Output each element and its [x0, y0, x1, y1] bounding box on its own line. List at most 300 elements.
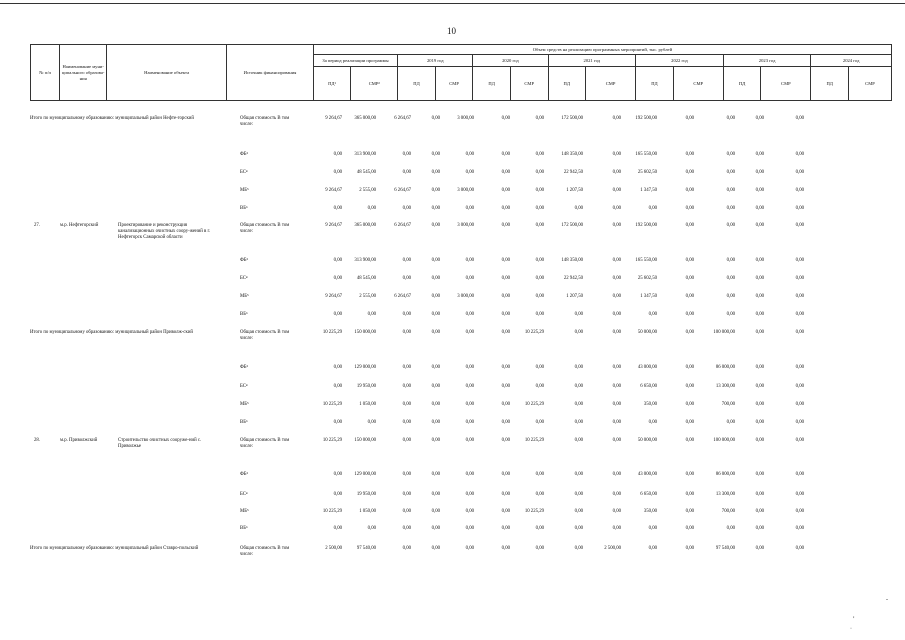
value-cell: 19 950,00	[356, 492, 376, 497]
value-cell: 0,00	[648, 420, 657, 425]
value-cell: 150 000,00	[354, 438, 376, 443]
table-row	[30, 526, 892, 534]
value-cell: 0,00	[795, 330, 804, 335]
funding-source: ФБ³	[240, 365, 248, 370]
value-cell: 0,00	[726, 223, 735, 228]
value-cell: 3 000,00	[457, 294, 474, 299]
value-cell: 365 000,00	[354, 223, 376, 228]
value-cell: 129 000,00	[354, 365, 376, 370]
value-cell: 0,00	[465, 330, 474, 335]
value-cell: 0,00	[402, 152, 411, 157]
value-cell: 0,00	[612, 509, 621, 514]
funding-source: ВБ⁶	[240, 206, 248, 211]
value-cell: 0,00	[465, 365, 474, 370]
value-cell: 0,00	[574, 438, 583, 443]
value-cell: 0,00	[333, 170, 342, 175]
value-cell: 0,00	[685, 258, 694, 263]
value-cell: 0,00	[685, 509, 694, 514]
value-cell: 1 050,00	[359, 509, 376, 514]
value-cell: 0,00	[685, 206, 694, 211]
value-cell: 0,00	[574, 384, 583, 389]
value-cell: 0,00	[755, 312, 764, 317]
value-cell: 0,00	[612, 312, 621, 317]
value-cell: 25 602,50	[637, 276, 657, 281]
value-cell: 0,00	[501, 526, 510, 531]
funding-source: МБ⁵	[240, 509, 249, 514]
value-cell: 0,00	[574, 546, 583, 551]
pd-header: ПД¹	[313, 67, 351, 101]
value-cell: 2 555,00	[359, 188, 376, 193]
value-cell: 0,00	[402, 420, 411, 425]
value-cell: 0,00	[726, 526, 735, 531]
value-cell: 0,00	[402, 492, 411, 497]
value-cell: 0,00	[685, 330, 694, 335]
value-cell: 9 264,67	[325, 223, 342, 228]
value-cell: 0,00	[465, 438, 474, 443]
value-cell: 0,00	[501, 509, 510, 514]
value-cell: 0,00	[367, 312, 376, 317]
value-cell: 0,00	[501, 492, 510, 497]
value-cell: 0,00	[685, 420, 694, 425]
value-cell: 0,00	[574, 492, 583, 497]
smr-header: СМР	[586, 67, 636, 101]
value-cell: 0,00	[685, 472, 694, 477]
value-cell: 0,00	[755, 330, 764, 335]
value-cell: 0,00	[612, 223, 621, 228]
value-cell: 1 347,50	[640, 188, 657, 193]
value-cell: 0,00	[795, 384, 804, 389]
funding-source: МБ⁵	[240, 188, 249, 193]
value-cell: 6 650,00	[640, 492, 657, 497]
table-header	[30, 44, 892, 101]
pd-header: ПД	[723, 67, 761, 101]
value-cell: 350,00	[643, 402, 657, 407]
year-2019: 2019 год	[398, 55, 473, 67]
value-cell: 0,00	[465, 472, 474, 477]
value-cell: 0,00	[431, 546, 440, 551]
value-cell: 2 555,00	[359, 294, 376, 299]
value-cell: 10 225,29	[524, 509, 544, 514]
value-cell: 0,00	[755, 188, 764, 193]
year-2021: 2021 год	[548, 55, 636, 67]
value-cell: 148 350,00	[561, 152, 583, 157]
value-cell: 0,00	[685, 294, 694, 299]
scan-mark: ,	[853, 613, 855, 619]
smr-header: СМР	[435, 67, 473, 101]
value-cell: 0,00	[501, 365, 510, 370]
value-cell: 0,00	[795, 509, 804, 514]
smr-header: СМР	[761, 67, 811, 101]
value-cell: 0,00	[685, 170, 694, 175]
smr-header: СМР²	[351, 67, 398, 101]
period-total-header: За период реализации программы	[313, 55, 398, 67]
value-cell: 0,00	[431, 152, 440, 157]
value-cell: 13 300,00	[715, 492, 735, 497]
value-cell: 0,00	[465, 312, 474, 317]
value-cell: 0,00	[574, 472, 583, 477]
value-cell: 0,00	[501, 384, 510, 389]
value-cell: 0,00	[795, 402, 804, 407]
value-cell: 0,00	[685, 526, 694, 531]
value-cell: 0,00	[612, 152, 621, 157]
value-cell: 0,00	[726, 294, 735, 299]
value-cell: 6 264,67	[394, 116, 411, 121]
value-cell: 0,00	[535, 258, 544, 263]
value-cell: 0,00	[648, 546, 657, 551]
value-cell: 0,00	[685, 438, 694, 443]
value-cell: 0,00	[333, 258, 342, 263]
value-cell: 0,00	[501, 276, 510, 281]
year-2023: 2023 год	[723, 55, 811, 67]
value-cell: 3 000,00	[457, 116, 474, 121]
pd-header: ПД	[473, 67, 511, 101]
table-row	[30, 312, 892, 320]
year-2020: 2020 год	[473, 55, 548, 67]
pd-header: ПД	[548, 67, 586, 101]
value-cell: 0,00	[574, 312, 583, 317]
value-cell: 150 000,00	[354, 330, 376, 335]
value-cell: 0,00	[501, 223, 510, 228]
value-cell: 0,00	[431, 188, 440, 193]
value-cell: 0,00	[501, 312, 510, 317]
value-cell: 2 500,00	[604, 546, 621, 551]
value-cell: 0,00	[465, 402, 474, 407]
value-cell: 0,00	[612, 258, 621, 263]
year-2024: 2024 год	[811, 55, 892, 67]
value-cell: 0,00	[431, 472, 440, 477]
table-row	[30, 546, 892, 557]
value-cell: 0,00	[465, 152, 474, 157]
value-cell: 172 500,00	[561, 223, 583, 228]
value-cell: 43 000,00	[637, 365, 657, 370]
value-cell: 0,00	[501, 438, 510, 443]
value-cell: 25 602,50	[637, 170, 657, 175]
value-cell: 172 500,00	[561, 116, 583, 121]
value-cell: 2 500,00	[325, 546, 342, 551]
value-cell: 97 540,00	[715, 546, 735, 551]
value-cell: 0,00	[501, 170, 510, 175]
value-cell: 0,00	[367, 526, 376, 531]
value-cell: 50 000,00	[637, 438, 657, 443]
smr-header: СМР	[848, 67, 891, 101]
value-cell: 0,00	[402, 365, 411, 370]
value-cell: 0,00	[795, 170, 804, 175]
table-row	[30, 365, 892, 373]
value-cell: 0,00	[574, 402, 583, 407]
value-cell: 0,00	[685, 492, 694, 497]
value-cell: 0,00	[402, 330, 411, 335]
value-cell: 0,00	[685, 276, 694, 281]
value-cell: 0,00	[795, 206, 804, 211]
value-cell: 0,00	[431, 276, 440, 281]
value-cell: 0,00	[431, 402, 440, 407]
row-number: 27.	[34, 223, 40, 228]
value-cell: 43 000,00	[637, 472, 657, 477]
value-cell: 0,00	[648, 312, 657, 317]
funding-source: ФБ³	[240, 152, 248, 157]
funding-source: Общая стоимость В том числе:	[240, 438, 290, 449]
value-cell: 0,00	[685, 188, 694, 193]
value-cell: 0,00	[726, 206, 735, 211]
top-rule	[0, 3, 905, 4]
table-row	[30, 276, 892, 284]
value-cell: 700,00	[721, 402, 735, 407]
value-cell: 0,00	[726, 420, 735, 425]
value-cell: 0,00	[795, 472, 804, 477]
smr-header: СМР	[673, 67, 723, 101]
value-cell: 0,00	[755, 206, 764, 211]
value-cell: 6 264,67	[394, 294, 411, 299]
value-cell: 0,00	[795, 526, 804, 531]
year-2022: 2022 год	[636, 55, 724, 67]
funds-title: Объем средств на реализацию программных мероприятий, тыс. рублей	[313, 45, 891, 55]
value-cell: 0,00	[795, 188, 804, 193]
value-cell: 313 900,00	[354, 152, 376, 157]
value-cell: 1 207,50	[566, 188, 583, 193]
value-cell: 0,00	[755, 509, 764, 514]
value-cell: 0,00	[574, 526, 583, 531]
total-label: Итого по муниципальному образованию: муниципальный район Ставро-польский	[30, 546, 199, 551]
value-cell: 0,00	[465, 258, 474, 263]
value-cell: 0,00	[501, 420, 510, 425]
object-name: Строительство очистных сооруже-ний с. Приволжье	[118, 438, 202, 449]
value-cell: 0,00	[535, 472, 544, 477]
value-cell: 6 264,67	[394, 188, 411, 193]
value-cell: 9 264,67	[325, 188, 342, 193]
value-cell: 0,00	[535, 294, 544, 299]
value-cell: 0,00	[431, 384, 440, 389]
value-cell: 0,00	[402, 384, 411, 389]
total-label: Итого по муниципальному образованию: муниципальный район Приволж-ский	[30, 330, 193, 335]
value-cell: 0,00	[574, 365, 583, 370]
value-cell: 10 225,29	[322, 402, 342, 407]
value-cell: 48 545,00	[356, 276, 376, 281]
value-cell: 0,00	[465, 492, 474, 497]
value-cell: 0,00	[402, 276, 411, 281]
value-cell: 100 000,00	[713, 438, 735, 443]
value-cell: 700,00	[721, 509, 735, 514]
value-cell: 0,00	[501, 258, 510, 263]
value-cell: 0,00	[574, 330, 583, 335]
value-cell: 0,00	[795, 312, 804, 317]
value-cell: 0,00	[795, 365, 804, 370]
value-cell: 1 050,00	[359, 402, 376, 407]
value-cell: 0,00	[431, 223, 440, 228]
value-cell: 165 550,00	[635, 258, 657, 263]
value-cell: 0,00	[431, 312, 440, 317]
value-cell: 10 225,29	[524, 330, 544, 335]
value-cell: 0,00	[755, 384, 764, 389]
value-cell: 0,00	[612, 526, 621, 531]
value-cell: 10 225,29	[322, 438, 342, 443]
value-cell: 0,00	[431, 330, 440, 335]
table-row	[30, 384, 892, 392]
value-cell: 0,00	[465, 384, 474, 389]
municipality-name: м.р. Нефтегорский	[60, 223, 99, 228]
table-row	[30, 188, 892, 196]
pd-header: ПД	[811, 67, 849, 101]
value-cell: 0,00	[685, 546, 694, 551]
funding-source: Общая стоимость В том числе:	[240, 330, 290, 341]
value-cell: 313 900,00	[354, 258, 376, 263]
value-cell: 0,00	[402, 546, 411, 551]
value-cell: 0,00	[333, 526, 342, 531]
value-cell: 48 545,00	[356, 170, 376, 175]
value-cell: 10 225,29	[322, 509, 342, 514]
value-cell: 0,00	[402, 509, 411, 514]
value-cell: 0,00	[795, 420, 804, 425]
funding-source: ВБ⁶	[240, 420, 248, 425]
value-cell: 0,00	[501, 294, 510, 299]
value-cell: 0,00	[535, 116, 544, 121]
value-cell: 0,00	[612, 188, 621, 193]
col-sources-header: Источник финансирования	[227, 45, 314, 101]
value-cell: 0,00	[795, 223, 804, 228]
value-cell: 0,00	[612, 170, 621, 175]
value-cell: 0,00	[333, 312, 342, 317]
row-number: 28.	[34, 438, 40, 443]
table-row	[30, 170, 892, 178]
table-row	[30, 402, 892, 410]
value-cell: 0,00	[333, 492, 342, 497]
value-cell: 148 350,00	[561, 258, 583, 263]
page-number: 10	[447, 26, 456, 36]
value-cell: 0,00	[535, 152, 544, 157]
value-cell: 10 225,29	[322, 330, 342, 335]
value-cell: 0,00	[755, 258, 764, 263]
value-cell: 0,00	[755, 365, 764, 370]
value-cell: 365 000,00	[354, 116, 376, 121]
value-cell: 0,00	[402, 402, 411, 407]
value-cell: 0,00	[501, 546, 510, 551]
value-cell: 0,00	[333, 276, 342, 281]
value-cell: 0,00	[612, 492, 621, 497]
value-cell: 0,00	[501, 472, 510, 477]
scan-mark: ·	[850, 626, 852, 632]
value-cell: 0,00	[367, 420, 376, 425]
value-cell: 0,00	[431, 170, 440, 175]
table-row	[30, 223, 892, 240]
value-cell: 0,00	[612, 206, 621, 211]
value-cell: 0,00	[755, 170, 764, 175]
funding-source: МБ⁵	[240, 402, 249, 407]
value-cell: 86 000,00	[715, 472, 735, 477]
value-cell: 0,00	[685, 402, 694, 407]
value-cell: 0,00	[795, 492, 804, 497]
col-num-header: № п/п	[31, 45, 60, 101]
value-cell: 0,00	[755, 402, 764, 407]
value-cell: 0,00	[795, 438, 804, 443]
value-cell: 0,00	[535, 312, 544, 317]
value-cell: 0,00	[402, 206, 411, 211]
value-cell: 0,00	[333, 365, 342, 370]
value-cell: 0,00	[726, 258, 735, 263]
table-row	[30, 420, 892, 428]
table-row	[30, 152, 892, 160]
value-cell: 1 347,50	[640, 294, 657, 299]
value-cell: 100 000,00	[713, 330, 735, 335]
value-cell: 0,00	[612, 384, 621, 389]
value-cell: 0,00	[535, 276, 544, 281]
value-cell: 3 000,00	[457, 188, 474, 193]
value-cell: 192 500,00	[635, 223, 657, 228]
value-cell: 0,00	[465, 170, 474, 175]
col-object-header: Наименование объекта	[107, 45, 227, 101]
value-cell: 0,00	[612, 330, 621, 335]
value-cell: 165 550,00	[635, 152, 657, 157]
municipality-name: м.р. Приволжский	[60, 438, 98, 443]
value-cell: 0,00	[535, 420, 544, 425]
scan-mark: -	[886, 597, 888, 603]
value-cell: 0,00	[612, 276, 621, 281]
value-cell: 0,00	[795, 116, 804, 121]
value-cell: 0,00	[535, 170, 544, 175]
value-cell: 0,00	[648, 206, 657, 211]
value-cell: 0,00	[367, 206, 376, 211]
value-cell: 0,00	[755, 526, 764, 531]
value-cell: 0,00	[755, 294, 764, 299]
value-cell: 0,00	[755, 492, 764, 497]
funding-source: МБ⁵	[240, 294, 249, 299]
value-cell: 0,00	[755, 276, 764, 281]
value-cell: 0,00	[612, 365, 621, 370]
object-name: Проектирование и реконструкция канализационных очистных соору-жений в г. Нефтегорск Самарской области	[118, 223, 211, 240]
value-cell: 0,00	[402, 170, 411, 175]
value-cell: 0,00	[431, 206, 440, 211]
value-cell: 0,00	[795, 546, 804, 551]
value-cell: 0,00	[431, 365, 440, 370]
value-cell: 0,00	[755, 438, 764, 443]
value-cell: 22 942,50	[563, 276, 583, 281]
value-cell: 0,00	[795, 152, 804, 157]
value-cell: 0,00	[431, 258, 440, 263]
value-cell: 0,00	[535, 365, 544, 370]
value-cell: 6 650,00	[640, 384, 657, 389]
value-cell: 129 000,00	[354, 472, 376, 477]
value-cell: 0,00	[431, 509, 440, 514]
value-cell: 0,00	[755, 472, 764, 477]
table-row	[30, 472, 892, 480]
value-cell: 0,00	[535, 384, 544, 389]
table-row	[30, 258, 892, 266]
table-row	[30, 438, 892, 449]
value-cell: 0,00	[685, 365, 694, 370]
value-cell: 0,00	[501, 206, 510, 211]
value-cell: 0,00	[501, 152, 510, 157]
value-cell: 0,00	[402, 312, 411, 317]
table-row	[30, 294, 892, 302]
value-cell: 9 264,67	[325, 294, 342, 299]
value-cell: 0,00	[535, 546, 544, 551]
value-cell: 0,00	[535, 526, 544, 531]
funding-source: БС⁴	[240, 492, 248, 497]
value-cell: 0,00	[431, 294, 440, 299]
value-cell: 0,00	[685, 384, 694, 389]
value-cell: 10 225,29	[524, 402, 544, 407]
value-cell: 6 264,67	[394, 223, 411, 228]
funding-source: Общая стоимость В том числе:	[240, 546, 290, 557]
value-cell: 86 000,00	[715, 365, 735, 370]
value-cell: 0,00	[465, 420, 474, 425]
funding-source: ВБ⁶	[240, 526, 248, 531]
value-cell: 0,00	[333, 152, 342, 157]
value-cell: 22 942,50	[563, 170, 583, 175]
value-cell: 0,00	[431, 420, 440, 425]
value-cell: 97 540,00	[356, 546, 376, 551]
value-cell: 0,00	[795, 258, 804, 263]
value-cell: 0,00	[726, 312, 735, 317]
funding-source: ФБ³	[240, 258, 248, 263]
